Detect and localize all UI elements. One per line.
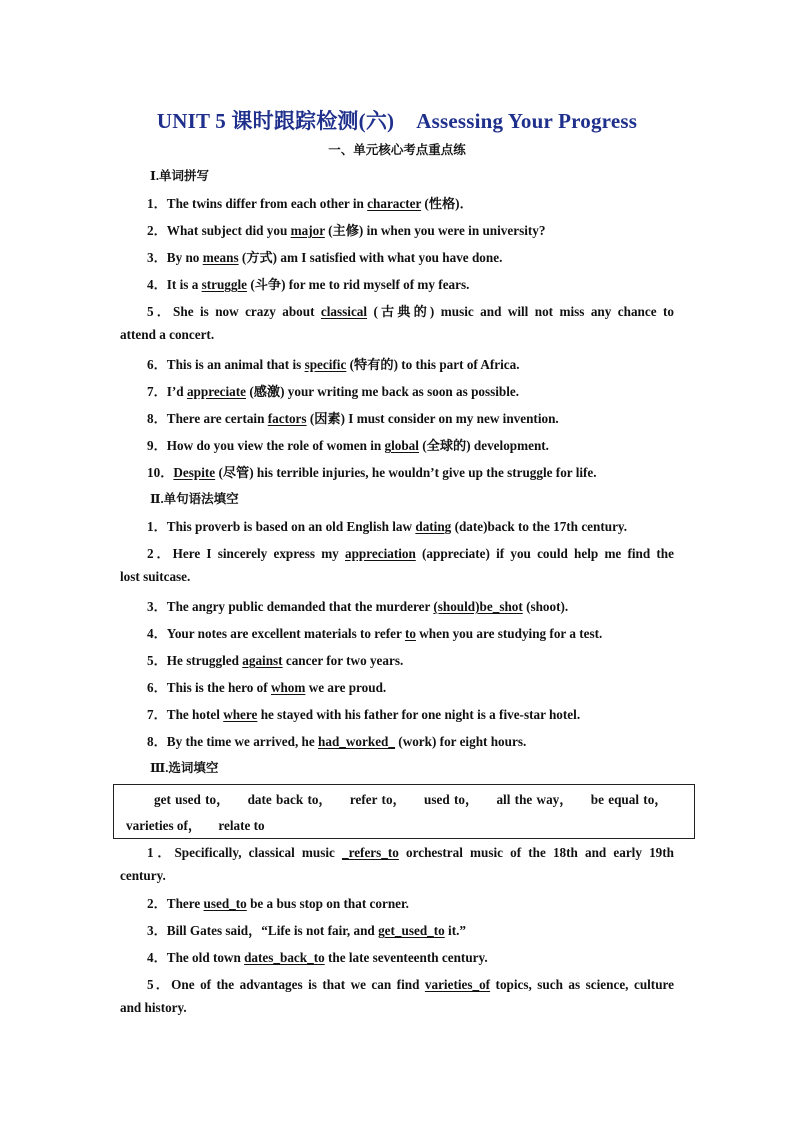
list-item: 8．There are certain factors (因素) I must consider on my new invention.: [147, 411, 559, 426]
word-bank-row: [154, 789, 681, 808]
answer: had_worked_: [318, 734, 395, 749]
answer: against: [242, 653, 283, 668]
answer: struggle: [201, 277, 248, 292]
list-item: 7．The hotel where he stayed with his father for one night is a five-star hotel.: [147, 707, 581, 722]
word-option: varieties of，: [126, 818, 202, 833]
answer: means: [202, 250, 239, 265]
answer: get_used_to: [378, 923, 445, 938]
answer: character: [367, 196, 422, 211]
list-item-continuation: lost suitcase.: [120, 569, 191, 584]
answer: whom: [270, 680, 306, 695]
answer: major: [290, 223, 325, 238]
answer: _refers_to: [342, 845, 399, 860]
list-item: 3．The angry public demanded that the murderer (should)be_shot (shoot).: [147, 599, 569, 614]
word-option: used to，: [424, 792, 479, 807]
answer: appreciation: [344, 546, 416, 561]
list-item: 3．By no means (方式) am I satisfied with what you have done.: [147, 250, 503, 265]
list-item: 8．By the time we arrived, he had_worked_ (work) for eight hours.: [147, 734, 527, 749]
word-option: be equal to，: [590, 792, 668, 807]
answer: classical: [320, 304, 368, 319]
word-option: refer to，: [349, 792, 406, 807]
page-title: [0, 105, 794, 135]
list-item: 7．I’d appreciate (感激) your writing me back as soon as possible.: [147, 384, 520, 399]
list-item: 2．Here I sincerely express my appreciation (appreciate) if you could help me find the: [147, 546, 674, 561]
word-option: get used to，: [154, 792, 230, 807]
list-item: 5．One of the advantages is that we can find varieties_of topics, such as science, culture: [147, 977, 675, 992]
section-heading-2: Ⅱ.单句语法填空: [150, 492, 239, 506]
title-left: UNIT 5 课时跟踪检测(六): [156, 109, 395, 133]
list-item: 4．Your notes are excellent materials to refer to when you are studying for a test.: [147, 626, 603, 641]
list-item: 1．This proverb is based on an old English law dating (date)back to the 17th century.: [147, 519, 628, 534]
answer: where: [223, 707, 258, 722]
list-item: 1．Specifically, classical music _refers_to orchestral music of the 18th and early 19th: [147, 845, 674, 860]
word-option: date back to，: [247, 792, 332, 807]
word-bank-row: [126, 815, 279, 834]
answer: varieties_of: [424, 977, 491, 992]
answer: appreciate: [186, 384, 247, 399]
list-item-continuation: century.: [120, 868, 166, 883]
answer: dates_back_to: [244, 950, 325, 965]
section-heading-1: Ⅰ.单词拼写: [150, 169, 209, 183]
list-item: 1．The twins differ from each other in character (性格)．: [147, 196, 473, 211]
list-item-continuation: attend a concert.: [120, 327, 215, 342]
title-right: Assessing Your Progress: [416, 109, 638, 133]
answer: Despite: [173, 465, 216, 480]
answer: specific: [304, 357, 347, 372]
list-item: 4．The old town dates_back_to the late seventeenth century.: [147, 950, 488, 965]
page-subtitle: 一、单元核心考点重点练: [328, 143, 466, 157]
list-item: 2．What subject did you major (主修) in when you were in university?: [147, 223, 546, 238]
section-heading-3: Ⅲ.选词填空: [150, 761, 219, 775]
list-item: 10．Despite (尽管) his terrible injuries, he wouldn’t give up the struggle for life.: [147, 465, 597, 480]
list-item: 6．This is the hero of whom we are proud.: [147, 680, 387, 695]
list-item-continuation: and history.: [120, 1000, 187, 1015]
answer: dating: [415, 519, 452, 534]
list-item: 2．There used_to be a bus stop on that corner.: [147, 896, 409, 911]
list-item: 5．He struggled against cancer for two years.: [147, 653, 404, 668]
answer: factors: [267, 411, 307, 426]
answer: global: [384, 438, 419, 453]
list-item: 3．Bill Gates said，“Life is not fair, and get_used_to it.”: [147, 923, 466, 938]
word-option: all the way，: [496, 792, 573, 807]
word-option: relate to: [218, 818, 265, 833]
word-bank-box: [113, 784, 695, 839]
list-item: 6．This is an animal that is specific (特有的) to this part of Africa.: [147, 357, 520, 372]
answer: used_to: [203, 896, 247, 911]
answer: to: [404, 626, 416, 641]
list-item: 9．How do you view the role of women in global (全球的) development.: [147, 438, 549, 453]
answer: (should)be_shot: [433, 599, 523, 614]
list-item: 5．She is now crazy about classical (古典的) music and will not miss any chance to: [147, 304, 675, 319]
list-item: 4．It is a struggle (斗争) for me to rid myself of my fears.: [147, 277, 470, 292]
